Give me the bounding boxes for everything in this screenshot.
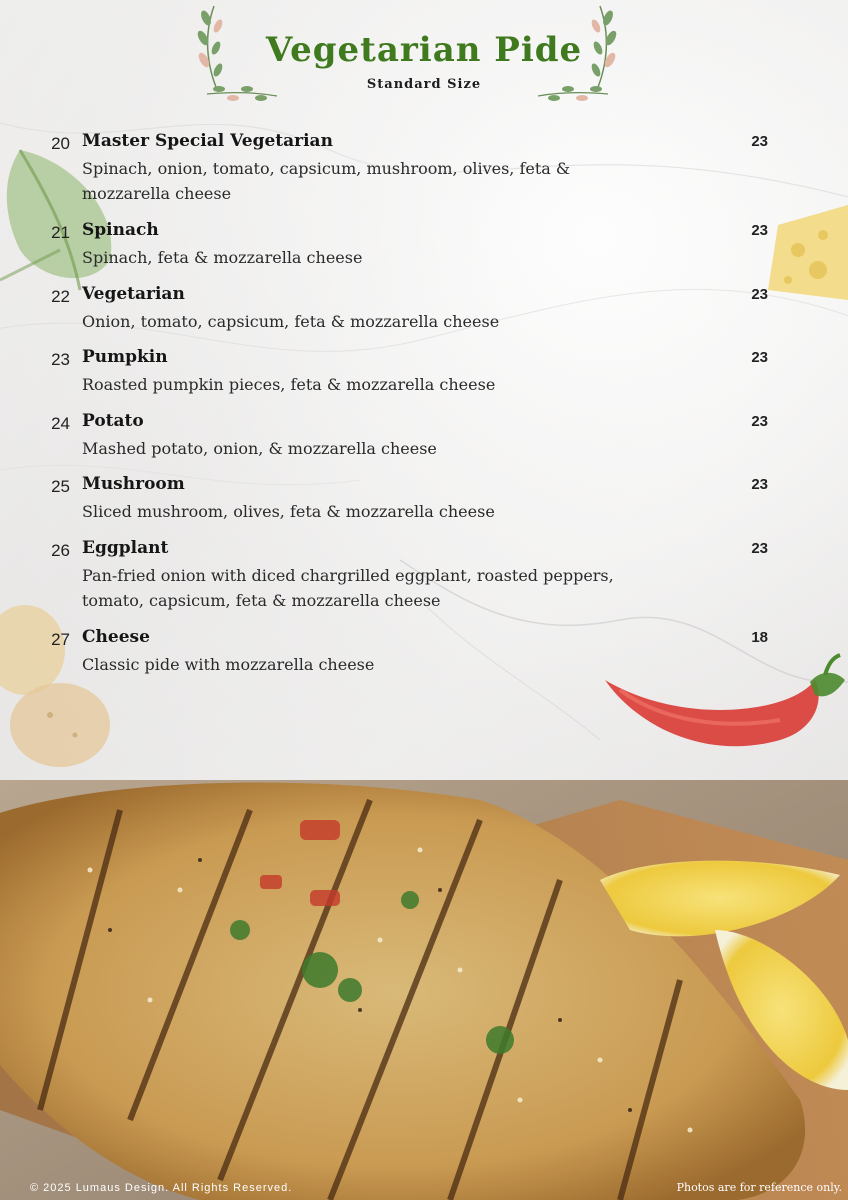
item-name: Master Special Vegetarian bbox=[82, 131, 333, 151]
item-description-line: Roasted pumpkin pieces, feta & mozzarella cheese bbox=[82, 375, 496, 394]
item-name: Mushroom bbox=[82, 474, 185, 494]
item-number: 22 bbox=[51, 287, 70, 306]
item-name: Cheese bbox=[82, 627, 150, 647]
item-name: Eggplant bbox=[82, 538, 169, 558]
item-name: Pumpkin bbox=[82, 347, 168, 367]
item-description-line: Classic pide with mozzarella cheese bbox=[82, 655, 375, 674]
page-title: Vegetarian Pide bbox=[265, 30, 583, 70]
item-description-line: tomato, capsicum, feta & mozzarella cheese bbox=[82, 591, 441, 610]
item-price: 23 bbox=[751, 133, 768, 150]
page-subtitle: Standard Size bbox=[366, 77, 482, 92]
footer-disclaimer: Photos are for reference only. bbox=[676, 1181, 842, 1194]
item-name: Vegetarian bbox=[82, 284, 185, 304]
item-description bbox=[82, 652, 682, 677]
pide-photo bbox=[0, 780, 848, 1200]
item-description bbox=[82, 563, 682, 613]
item-number: 21 bbox=[51, 223, 70, 242]
item-number: 25 bbox=[51, 477, 70, 496]
item-price: 23 bbox=[751, 476, 768, 493]
item-description-line: Mashed potato, onion, & mozzarella cheese bbox=[82, 439, 437, 458]
item-price: 23 bbox=[751, 286, 768, 303]
item-description bbox=[82, 245, 682, 270]
item-description-line: mozzarella cheese bbox=[82, 184, 232, 203]
item-description bbox=[82, 436, 682, 461]
item-price: 23 bbox=[751, 222, 768, 239]
item-number: 26 bbox=[51, 541, 70, 560]
item-name: Spinach bbox=[82, 220, 159, 240]
item-price: 23 bbox=[751, 540, 768, 557]
item-name: Potato bbox=[82, 411, 144, 431]
pide-photo-illustration bbox=[0, 780, 848, 1200]
cheese-icon bbox=[768, 205, 848, 300]
footer-copyright: © 2025 Lumaus Design. All Rights Reserved. bbox=[30, 1182, 293, 1194]
item-description bbox=[82, 499, 682, 524]
item-description bbox=[82, 309, 682, 334]
item-description bbox=[82, 156, 682, 206]
item-number: 27 bbox=[51, 630, 70, 649]
item-description-line: Spinach, onion, tomato, capsicum, mushroom, olives, feta & bbox=[82, 159, 571, 178]
item-number: 23 bbox=[51, 350, 70, 369]
menu-header bbox=[0, 0, 848, 115]
item-description-line: Sliced mushroom, olives, feta & mozzarella cheese bbox=[82, 502, 495, 521]
item-description-line: Spinach, feta & mozzarella cheese bbox=[82, 248, 363, 267]
item-description-line: Pan-fried onion with diced chargrilled eggplant, roasted peppers, bbox=[82, 566, 614, 585]
item-number: 20 bbox=[51, 134, 70, 153]
item-number: 24 bbox=[51, 414, 70, 433]
item-price: 23 bbox=[751, 413, 768, 430]
item-price: 18 bbox=[751, 629, 768, 646]
item-description bbox=[82, 372, 682, 397]
item-price: 23 bbox=[751, 349, 768, 366]
item-description-line: Onion, tomato, capsicum, feta & mozzarella cheese bbox=[82, 312, 500, 331]
